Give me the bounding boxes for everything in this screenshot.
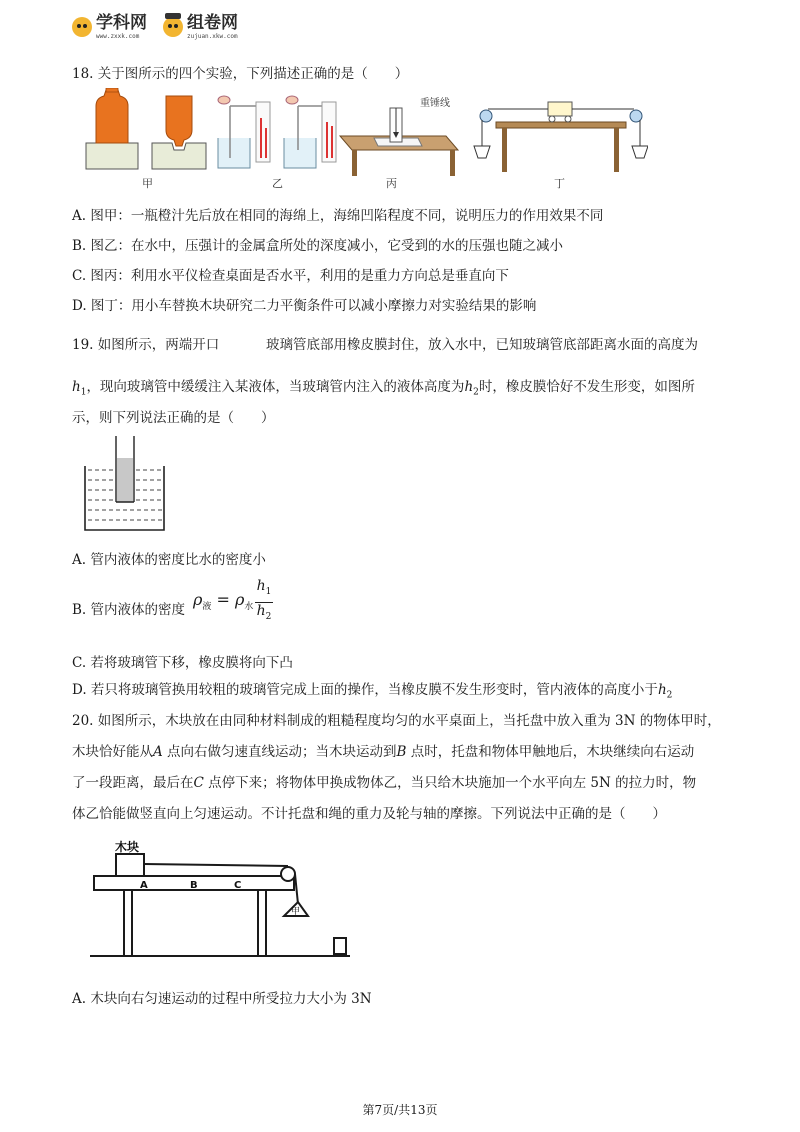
fig-label-jia: 甲: [142, 177, 153, 190]
rho-water-sub: 水: [244, 602, 254, 613]
q20-line2: [72, 743, 694, 761]
q19-option-c[interactable]: C. 若将玻璃管下移，橡皮膜将向下凸: [72, 655, 293, 671]
q20-line2-a: 木块恰好能从: [72, 744, 153, 760]
q20-point-B: B: [396, 744, 407, 760]
header-logos: [72, 14, 238, 40]
pressure-gauge-2: [284, 96, 336, 168]
q20-point-A: A: [153, 744, 163, 760]
h1-subscript: 1: [80, 387, 87, 398]
fig-point-a: A: [140, 880, 148, 891]
q18-option-a[interactable]: A. 图甲：一瓶橙汁先后放在相同的海绵上，海绵凹陷程度不同，说明压力的作用效果不同: [72, 208, 604, 224]
fig-tray-label: 甲: [291, 907, 301, 917]
q20-point-C: C: [193, 775, 204, 791]
zujuan-logo[interactable]: [163, 14, 238, 40]
zxxk-logo-url: www.zxxk.com: [96, 33, 140, 40]
zujuan-logo-url: zujuan.xkw.com: [187, 33, 238, 40]
q20-line3: [72, 774, 696, 792]
fig-label-ding: 丁: [554, 177, 565, 190]
q19-stem-line3: 示，则下列说法正确的是（ ）: [72, 410, 275, 426]
q19-option-d-h: h: [657, 682, 667, 698]
q19-option-b[interactable]: [72, 601, 185, 619]
page-number: 第7页/共13页: [362, 1103, 438, 1117]
formula-fraction: [255, 578, 273, 626]
q19-beaker-figure: [84, 436, 166, 532]
fraction-denominator: [255, 602, 273, 626]
fraction-numerator: [255, 578, 273, 601]
zxxk-logo-name: 学科网: [96, 13, 147, 33]
rho-liquid-sub: 液: [202, 602, 212, 613]
numerator-h: h: [256, 578, 266, 594]
q18-figure: [78, 88, 648, 188]
q19-stem-line2: [72, 378, 695, 402]
denominator-sub: 2: [265, 611, 272, 622]
q20-line1: 20. 如图所示，木块放在由同种材料制成的粗糙程度均匀的水平桌面上，当托盘中放入重为 3N 的物体甲时，: [72, 713, 721, 729]
fig-label-bing: 丙: [386, 177, 397, 190]
juice-bottle-inverted: [152, 96, 206, 169]
q19-option-d-sub: 2: [666, 690, 673, 701]
q20-line4: 体乙恰能做竖直向上匀速运动。不计托盘和绳的重力及轮与轴的摩擦。下列说法中正确的是（ ）: [72, 806, 666, 822]
h1-symbol: h: [72, 379, 81, 395]
numerator-sub: 1: [265, 586, 272, 597]
rho-water: ρ: [235, 590, 245, 609]
fig-point-c: C: [234, 880, 242, 891]
q19-option-d-text: D. 若只将玻璃管换用较粗的玻璃管完成上面的操作，当橡皮膜不发生形变时，管内液体的高度小于: [72, 682, 658, 698]
q20-line3-b: 点停下来；将物体甲换成物体乙，当只给木块施加一个水平向左 5N 的拉力时，物: [203, 775, 697, 791]
zujuan-face-icon: [163, 17, 183, 37]
juice-bottle-upright: [86, 88, 138, 169]
q19-stem-line1-a: 19. 如图所示，两端开口: [72, 337, 220, 353]
denominator-h: h: [256, 602, 266, 619]
zxxk-face-icon: [72, 17, 92, 37]
q20-line2-b: 点向右做匀速直线运动；当木块运动到: [162, 744, 397, 760]
q18-option-b[interactable]: B. 图乙：在水中，压强计的金属盒所处的深度减小，它受到的水的压强也随之减小: [72, 238, 564, 254]
h2-subscript: 2: [473, 387, 479, 398]
q20-option-a[interactable]: A. 木块向右匀速运动的过程中所受拉力大小为 3N: [72, 991, 372, 1007]
pressure-gauge-1: [218, 96, 270, 168]
zujuan-logo-name: 组卷网: [187, 13, 238, 33]
q18-option-d[interactable]: D. 图丁：用小车替换木块研究二力平衡条件可以减小摩擦力对实验结果的影响: [72, 298, 537, 314]
density-formula: [193, 590, 253, 612]
h2-symbol: h: [464, 379, 474, 395]
q20-line2-c: 点时，托盘和物体甲触地后，木块继续向右运动: [406, 744, 695, 760]
q19-stem-line2-end: 时，橡皮膜恰好不发生形变，如图所: [478, 379, 695, 395]
fig-block-label: 木块: [115, 840, 140, 854]
rho-liquid: ρ: [193, 590, 203, 609]
q19-stem-line1-b: 玻璃管底部用橡皮膜封住，放入水中，已知玻璃管底部距离水面的高度为: [266, 337, 698, 353]
q18-option-c[interactable]: C. 图丙：利用水平仪检查桌面是否水平，利用的是重力方向总是垂直向下: [72, 268, 509, 284]
plumb-line-label: 重锤线: [420, 98, 450, 109]
q19-option-a[interactable]: A. 管内液体的密度比水的密度小: [72, 552, 266, 568]
cart-pulley-table: [474, 102, 648, 172]
fig-point-b: B: [190, 880, 198, 891]
fig-label-yi: 乙: [272, 177, 283, 190]
formula-equals: =: [216, 590, 230, 609]
q19-option-b-prefix: B. 管内液体的密度: [72, 602, 186, 618]
q19-option-d[interactable]: [72, 681, 672, 705]
q20-table-figure: [88, 834, 358, 964]
q18-stem: 18. 关于图所示的四个实验，下列描述正确的是（ ）: [72, 66, 409, 82]
q19-stem-line2-mid: ，现向玻璃管中缓缓注入某液体，当玻璃管内注入的液体高度为: [86, 379, 465, 395]
zxxk-logo[interactable]: [72, 14, 147, 40]
plumb-level-table: [340, 108, 458, 176]
q20-line3-a: 了一段距离，最后在: [72, 775, 194, 791]
